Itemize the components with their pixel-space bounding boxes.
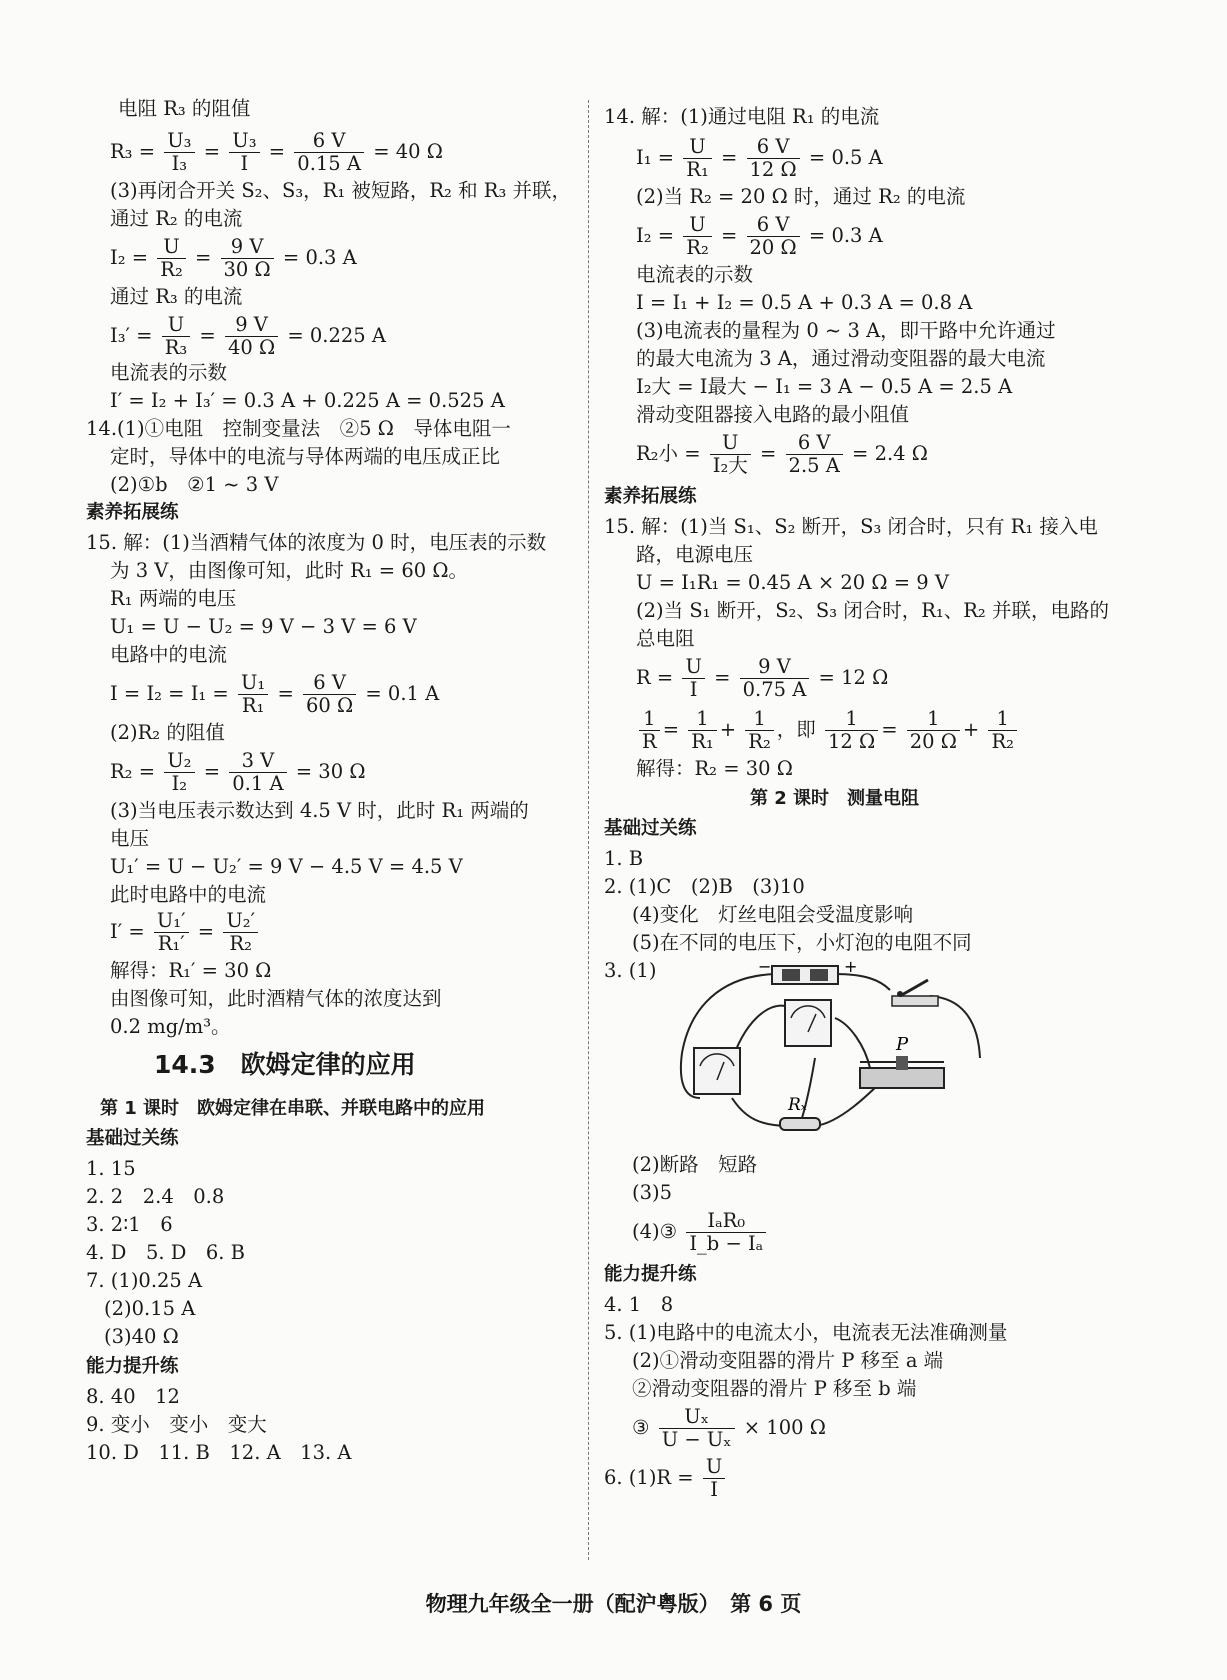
formula-r-ui: 6. (1)R = $\frac{U}{I}$ (604, 1456, 728, 1501)
answer-line: 1. 15 (86, 1157, 136, 1180)
answer-line: (2)0.15 A (104, 1297, 196, 1320)
text-line: 通过 R₃ 的电流 (110, 285, 243, 308)
formula-rx: (4)③ $\frac{\text{IₐR₀}}{\text{I\_b − Iₐ}}$ (632, 1210, 769, 1255)
answer-line: (2)断路 短路 (632, 1153, 758, 1176)
text-line: I = I₁ + I₂ = 0.5 A + 0.3 A = 0.8 A (636, 291, 973, 314)
formula-i3: I₃′ = $\frac{U}{\text{R₃}}$ = $\frac{9 V}{40 \Omega}$ = 0.225 A (110, 313, 386, 359)
formula-parallel: $\frac{1}{R}$ = $\frac{1}{\text{R₁}}$ + $\frac{1}{\text{R₂}}$ ，即 $\frac{1}{12 \Omega}$ = $\frac{1}{20 \Omega}$ + $\frac{1}{\text{R₂}}$ (636, 708, 1020, 753)
formula-i: I = I₂ = I₁ = $\frac{\text{U₁}}{\text{R₁}}$ = $\frac{6 V}{60 \Omega}$ = 0.1 A (110, 671, 440, 717)
answer-14: 14. 解：(1)通过电阻 R₁ 的电流 (604, 105, 880, 128)
battery-minus: − (758, 958, 772, 976)
answer-line: 2. 2 2.4 0.8 (86, 1185, 225, 1208)
lesson-title: 第 1 课时 欧姆定律在串联、并联电路中的应用 (100, 1098, 486, 1119)
lesson-title: 第 2 课时 测量电阻 (750, 788, 920, 809)
text-line: 总电阻 (636, 627, 695, 650)
formula-ratio: ③ $\frac{\text{Uₓ}}{\text{U − Uₓ}}$ × 100 Ω (632, 1405, 826, 1451)
text-line: 电流表的示数 (636, 263, 754, 286)
text-line: I₂大 = I最大 − I₁ = 3 A − 0.5 A = 2.5 A (636, 375, 1013, 398)
text-line: 解得：R₂ = 30 Ω (636, 757, 793, 780)
circuit-diagram (660, 958, 1000, 1138)
column-divider (588, 100, 589, 1560)
answer-15: 15. 解：(1)当 S₁、S₂ 断开，S₃ 闭合时，只有 R₁ 接入电 (604, 515, 1098, 538)
answer-line: ②滑动变阻器的滑片 P 移至 b 端 (632, 1377, 917, 1400)
text-line: U₁′ = U − U₂′ = 9 V − 4.5 V = 4.5 V (110, 855, 463, 878)
answer-line: 7. (1)0.25 A (86, 1269, 203, 1292)
formula-r: R = $\frac{U}{I}$ = $\frac{9 V}{0.75 A}$ = 12 Ω (636, 655, 889, 701)
answer-line: (3)40 Ω (104, 1325, 179, 1348)
ammeter (694, 1048, 740, 1094)
text-line: (3)电流表的量程为 0 ~ 3 A，即干路中允许通过 (636, 319, 1056, 342)
text-line: 定时，导体中的电流与导体两端的电压成正比 (110, 445, 501, 468)
wire (835, 974, 890, 990)
resistor-rx (780, 1118, 820, 1130)
slider-label-p: P (896, 1034, 909, 1055)
text-line: 为 3 V，由图像可知，此时 R₁ = 60 Ω。 (110, 559, 468, 582)
answer-line: 3. 2∶1 6 (86, 1213, 173, 1236)
switch (892, 980, 938, 1006)
text-line: 此时电路中的电流 (110, 883, 267, 906)
text-line: 通过 R₂ 的电流 (110, 207, 243, 230)
text-line: 路，电源电压 (636, 543, 754, 566)
formula-i2: I₂ = $\frac{U}{\text{R₂}}$ = $\frac{6 V}{20 \Omega}$ = 0.3 A (636, 213, 883, 259)
text-line: (2)R₂ 的阻值 (110, 721, 225, 744)
formula-r2min: R₂小 = $\frac{U}{\text{I₂大}}$ = $\frac{6 V}{2.5 A}$ = 2.4 Ω (636, 431, 928, 477)
answer-line: 2. (1)C (2)B (3)10 (604, 875, 805, 898)
answer-line: 8. 40 12 (86, 1385, 180, 1408)
text-line: 由图像可知，此时酒精气体的浓度达到 (110, 987, 442, 1010)
text-line: U = I₁R₁ = 0.45 A × 20 Ω = 9 V (636, 571, 949, 594)
page-footer: 物理九年级全一册（配沪粤版） 第 6 页 (425, 1592, 802, 1616)
text-line: 电路中的电流 (110, 643, 228, 666)
section-heading: 素养拓展练 (604, 486, 697, 507)
text-line: 电阻 R₃ 的阻值 (118, 97, 251, 120)
text-line: (3)当电压表示数达到 4.5 V 时，此时 R₁ 两端的 (110, 799, 529, 822)
answer-line: 4. D 5. D 6. B (86, 1241, 246, 1264)
formula-i2: I₂ = $\frac{U}{\text{R₂}}$ = $\frac{9 V}{30 \Omega}$ = 0.3 A (110, 235, 357, 281)
answer-15: 15. 解：(1)当酒精气体的浓度为 0 时，电压表的示数 (86, 531, 547, 554)
formula-r3: R₃ = $\frac{\text{U₃}}{\text{I₃}}$ = $\frac{\text{U₃}}{I}$ = $\frac{6 V}{0.15 A}$ = 40 Ω (110, 129, 443, 175)
section-title: 14.3 欧姆定律的应用 (154, 1050, 416, 1079)
formula-r2: R₂ = $\frac{\text{U₂}}{\text{I₂}}$ = $\frac{3 V}{0.1 A}$ = 30 Ω (110, 749, 366, 795)
wire (835, 1018, 870, 1068)
section-heading: 基础过关练 (86, 1128, 179, 1149)
text-line: (2)①b ②1 ~ 3 V (110, 473, 279, 496)
section-heading: 能力提升练 (86, 1356, 179, 1377)
text-line: (3)再闭合开关 S₂、S₃，R₁ 被短路，R₂ 和 R₃ 并联， (110, 179, 571, 202)
battery (772, 966, 838, 984)
answer-line: 9. 变小 变小 变大 (86, 1413, 267, 1436)
resistor-label-rx: Rₓ (788, 1095, 807, 1115)
battery-plus: + (844, 958, 858, 976)
answer-14: 14.(1)①电阻 控制变量法 ②5 Ω 导体电阻一 (86, 417, 511, 440)
section-heading: 基础过关练 (604, 818, 697, 839)
text-line: (2)当 S₁ 断开，S₂、S₃ 闭合时，R₁、R₂ 并联，电路的 (636, 599, 1109, 622)
answer-line: 1. B (604, 847, 644, 870)
rheostat (860, 1056, 944, 1088)
answer-line: (2)①滑动变阻器的滑片 P 移至 a 端 (632, 1349, 944, 1372)
answer-line: (5)在不同的电压下，小灯泡的电阻不同 (632, 931, 972, 954)
text-line: 0.2 mg/m³。 (110, 1015, 231, 1038)
answer-line: 5. (1)电路中的电流太小，电流表无法准确测量 (604, 1321, 1008, 1344)
section-heading: 素养拓展练 (86, 502, 179, 523)
text-line: 的最大电流为 3 A，通过滑动变阻器的最大电流 (636, 347, 1046, 370)
formula-i1: I₁ = $\frac{U}{\text{R₁}}$ = $\frac{6 V}{12 \Omega}$ = 0.5 A (636, 135, 883, 181)
text-line: 电流表的示数 (110, 361, 228, 384)
text-line: U₁ = U − U₂ = 9 V − 3 V = 6 V (110, 615, 417, 638)
text-line: 电压 (110, 827, 150, 850)
answer-line: (4)变化 灯丝电阻会受温度影响 (632, 903, 914, 926)
voltmeter (785, 1000, 831, 1046)
answer-line: 4. 1 8 (604, 1293, 674, 1316)
text-line: 滑动变阻器接入电路的最小阻值 (636, 403, 910, 426)
text-line: 解得：R₁′ = 30 Ω (110, 959, 272, 982)
answer-line: 10. D 11. B 12. A 13. A (86, 1441, 352, 1464)
text-line: (2)当 R₂ = 20 Ω 时，通过 R₂ 的电流 (636, 185, 966, 208)
answer-line: (3)5 (632, 1181, 673, 1204)
text-line: R₁ 两端的电压 (110, 587, 237, 610)
answer-line: 3. (1) (604, 959, 657, 982)
formula-i-prime: I′ = $\frac{\text{U₁′}}{\text{R₁′}}$ = $\frac{\text{U₂′}}{\text{R₂}}$ (110, 910, 261, 955)
section-heading: 能力提升练 (604, 1264, 697, 1285)
text-line: I′ = I₂ + I₃′ = 0.3 A + 0.225 A = 0.525 A (110, 389, 505, 412)
